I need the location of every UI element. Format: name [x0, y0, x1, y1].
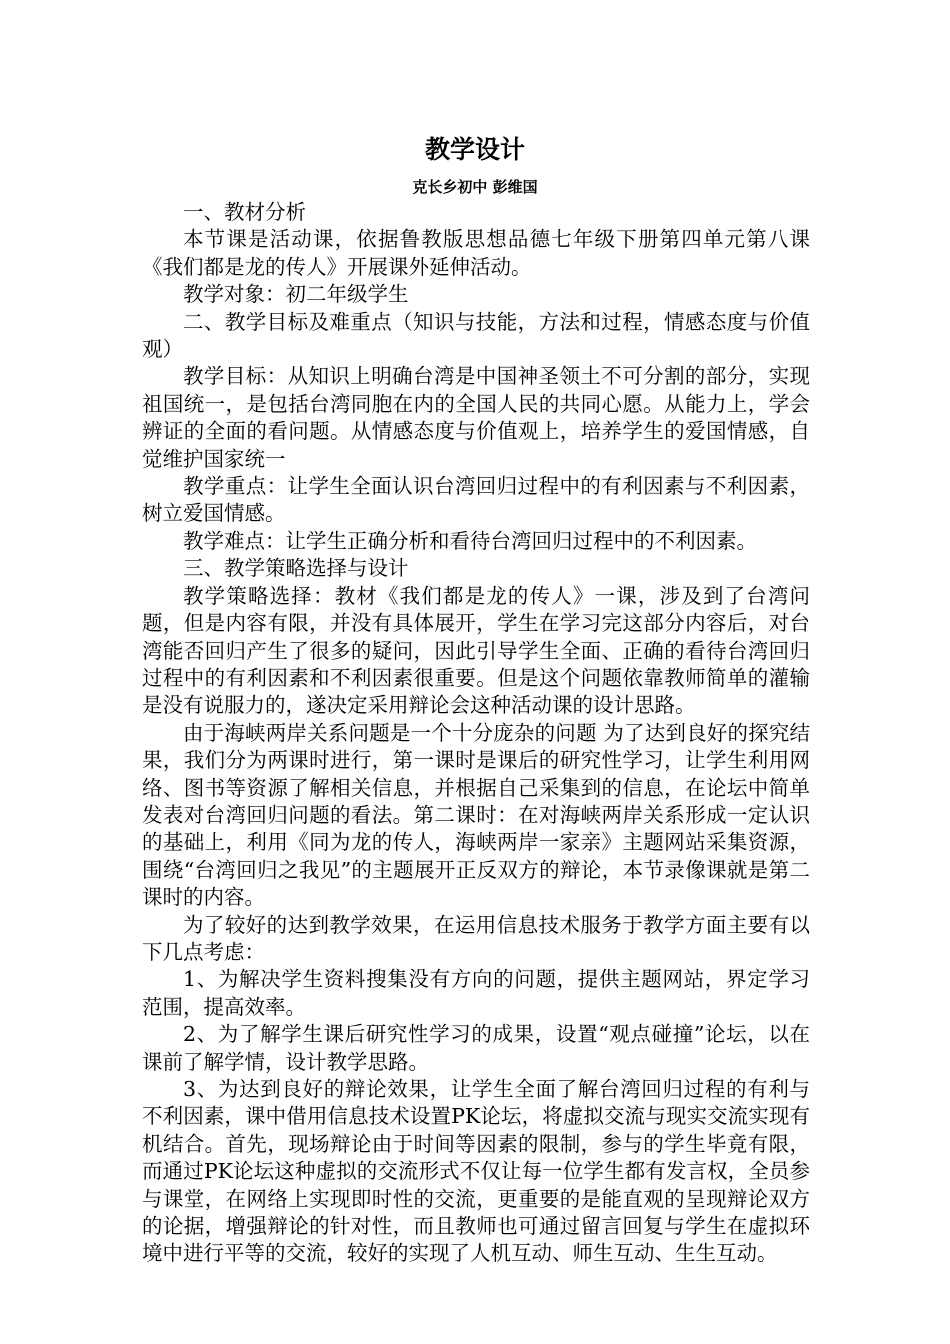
section-heading-strategy: 三、教学策略选择与设计 — [183, 556, 409, 581]
paragraph: 教学对象：初二年级学生 — [183, 282, 409, 307]
paragraph: 教学难点：让学生正确分析和看待台湾回归过程中的不利因素。 — [183, 528, 757, 553]
paragraph: 由于海峡两岸关系问题是一个十分庞杂的问题 为了达到良好的探究结果，我们分为两课时进行，第一课时是课后的研究性学习，让学生利用网络、图书等资源了解相关信息，并根据自己采集到的信息，在论坛中简单发表对台湾回归问题的看法。第二课时：在对海峡两岸关系形成一定认识的基础上，利用《同为龙的传人，海峡两岸一家亲》主题网站采集资源，围绕“台湾回归之我见”的主题展开正反双方的辩论，本节录像课就是第二课时的内容。 — [142, 720, 810, 910]
list-item: 3、为达到良好的辩论效果，让学生全面了解台湾回归过程的有利与不利因素，课中借用信息技术设置PK论坛，将虚拟交流与现实交流实现有机结合。首先，现场辩论由于时间等因素的限制，参与的学生毕竟有限，而通过PK论坛这种虚拟的交流形式不仅让每一位学生都有发言权，全员参与课堂，在网络上实现即时性的交流，更重要的是能直观的呈现辩论双方的论据，增强辩论的针对性，而且教师也可通过留言回复与学生在虚拟环境中进行平等的交流，较好的实现了人机互动、师生互动、生生互动。 — [142, 1077, 810, 1266]
document-title: 教学设计 — [424, 135, 525, 164]
section-heading-materials: 一、教材分析 — [183, 200, 306, 224]
list-item: 2、为了解学生课后研究性学习的成果，设置“观点碰撞”论坛，以在课前了解学情，设计教学思路。 — [142, 1022, 810, 1074]
section-heading-objectives: 二、教学目标及难重点（知识与技能，方法和过程，情感态度与价值观） — [142, 309, 810, 362]
paragraph: 教学策略选择：教材《我们都是龙的传人》一课，涉及到了台湾问题，但是内容有限，并没有具体展开，学生在学习完这部分内容后，对台湾能否回归产生了很多的疑问，因此引导学生全面、正确的看待台湾回归过程中的有利因素和不利因素很重要。但是这个问题依靠教师简单的灌输是没有说服力的，遂决定采用辩论会这种活动课的设计思路。 — [142, 583, 810, 718]
paragraph: 教学目标：从知识上明确台湾是中国神圣领土不可分割的部分，实现祖国统一，是包括台湾同胞在内的全国人民的共同心愿。从能力上，学会辨证的全面的看问题。从情感态度与价值观上，培养学生的爱国情感，自觉维护国家统一 — [142, 364, 810, 471]
paragraph: 教学重点：让学生全面认识台湾回归过程中的有利因素与不利因素，树立爱国情感。 — [142, 474, 810, 526]
document-body — [142, 199, 810, 1268]
document-author: 克长乡初中 彭维国 — [412, 178, 538, 196]
paragraph: 本节课是活动课，依据鲁教版思想品德七年级下册第四单元第八课《我们都是龙的传人》开展课外延伸活动。 — [142, 227, 810, 279]
paragraph: 为了较好的达到教学效果，在运用信息技术服务于教学方面主要有以下几点考虑： — [142, 912, 810, 964]
list-item: 1、为解决学生资料搜集没有方向的问题，提供主题网站，界定学习范围，提高效率。 — [142, 967, 810, 1019]
